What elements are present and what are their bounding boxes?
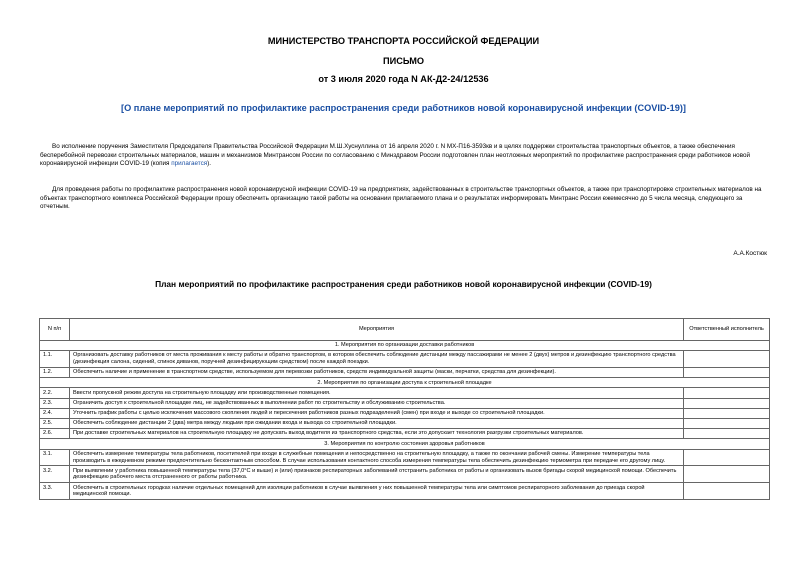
row-number: 3.2. [40, 466, 70, 483]
responsible-cell [684, 483, 770, 500]
section-heading: 2. Мероприятия по организации доступа к строительной площадке [40, 378, 770, 388]
responsible-cell [684, 368, 770, 378]
responsible-cell [684, 449, 770, 466]
activity-text: Ввести пропускной режим доступа на строительную площадку или производственные помещения. [70, 388, 684, 398]
table-section-row [40, 439, 770, 449]
row-number: 1.1. [40, 351, 70, 368]
document-type: ПИСЬМО [382, 56, 425, 66]
column-header-number: N п/п [40, 319, 70, 341]
signature: А.А.Костюк [733, 250, 767, 257]
responsible-cell [684, 408, 770, 418]
activity-text: Обеспечить измерение температуры тела работников, посетителей при входе в служебные помещения и непосредственно на строительную площадку, а также по окончании рабочей смены. Измерение температуры тела производить в ежедневном режиме предпочтительно бесконтактным способом. В случае использования контактного способа измерения температуры тела обеспечить дезинфекцию термометра при передаче его другому лицу. [70, 449, 684, 466]
responsible-cell [684, 429, 770, 439]
subject-open-bracket: [О [121, 103, 134, 113]
responsible-cell [684, 398, 770, 408]
column-header-activity: Мероприятия [70, 319, 684, 341]
section-heading: 1. Мероприятия по организации доставки работников [40, 341, 770, 351]
table-row [40, 351, 770, 368]
section-heading: 3. Мероприятия по контролю состояния здоровья работников [40, 439, 770, 449]
table-section-row [40, 341, 770, 351]
activity-text: Обеспечить наличие и применение в транспортном средстве, используемом для перевозки работников, средств индивидуальной защиты (маски, перчатки, средства для дезинфекции). [70, 368, 684, 378]
responsible-cell [684, 351, 770, 368]
table-row [40, 429, 770, 439]
row-number: 2.6. [40, 429, 70, 439]
column-header-responsible: Ответственный исполнитель [684, 319, 770, 341]
paragraph-1-text: Во исполнение поручения Заместителя Председателя Правительства Российской Федерации М.Ш.Хуснуллина от 16 апреля 2020 г. N МХ-П16-3593кв и в целях поддержки строительства транспортных объектов, а также обеспечения бесперебойной перевозки строительных материалов, машин и механизмов Минтрансом России по согласованию с Минздравом России подготовлен план неотложных мероприятий по профилактике распространения среди работников новой коронавирусной инфекции COVID-19 (копия [40, 143, 750, 168]
responsible-cell [684, 466, 770, 483]
ministry-title: МИНИСТЕРСТВО ТРАНСПОРТА РОССИЙСКОЙ ФЕДЕРАЦИИ [267, 36, 540, 46]
activity-text: Уточнить график работы с целью исключения массового скопления людей и пересечения работников разных подразделений (смен) при входе и выходе со строительной площадки. [70, 408, 684, 418]
responsible-cell [684, 419, 770, 429]
table-row [40, 398, 770, 408]
table-row [40, 483, 770, 500]
activity-text: При выявлении у работника повышенной температуры тела (37,0°С и выше) и (или) признаков респираторных заболеваний отстранить работника от работы и организовать вызов бригады скорой медицинской помощи. Обеспечить дезинфекцию рабочего места отстраненного от работы работника. [70, 466, 684, 483]
row-number: 2.4. [40, 408, 70, 418]
activity-text: Обеспечить соблюдение дистанции 2 (два) метра между людьми при ожидании входа и выхода со строительной площадки. [70, 419, 684, 429]
row-number: 2.5. [40, 419, 70, 429]
row-number: 1.2. [40, 368, 70, 378]
plan-table [39, 318, 770, 500]
table-row [40, 449, 770, 466]
activity-text: Организовать доставку работников от места проживания к месту работы и обратно транспортом, в котором обеспечить соблюдение дистанции между пассажирами не менее 2 (двух) метров и дезинфекцию транспортного средства (дезинфекция салона, сидений, спинок диванов, поручней дезинфицирующим средством) после каждой поездки. [70, 351, 684, 368]
table-row [40, 388, 770, 398]
activity-text: При доставке строительных материалов на строительную площадку не допускать выход водителя из транспортного средства, если это допускает технология разгрузки строительных материалов. [70, 429, 684, 439]
row-number: 3.1. [40, 449, 70, 466]
plan-title: План мероприятий по профилактике распространения среди работников новой коронавирусной инфекции (COVID-19) [155, 279, 652, 289]
table-row [40, 419, 770, 429]
body-paragraph-1 [40, 143, 772, 169]
table-row [40, 408, 770, 418]
table-row [40, 466, 770, 483]
document-date-number: от 3 июля 2020 года N АК-Д2-24/12536 [318, 74, 489, 84]
activity-text: Ограничить доступ к строительной площадке лиц, не задействованных в выполнении работ по строительству и обслуживанию строительства. [70, 398, 684, 408]
paragraph-1-end: ). [207, 160, 212, 168]
table-section-row [40, 378, 770, 388]
subject-link[interactable]: плане мероприятий по профилактике распространения среди работников новой коронавирусной инфекции (COVID-19) [133, 103, 683, 113]
table-header-row [40, 319, 770, 341]
body-paragraph-2: Для проведения работы по профилактике распространения новой коронавирусной инфекции COVID-19 на предприятиях, задействованных в строительстве транспортных объектов, а также при транспортировке строительных материалов на объектах транспортного комплекса Российской Федерации прошу обеспечить организацию такой работы на основании прилагаемого плана и о результатах информировать Минтранс России ежемесячно до 5 числа месяца, следующего за отчетным. [40, 186, 762, 211]
attachment-link[interactable]: прилагается [171, 160, 208, 168]
subject-close-bracket: ] [682, 103, 686, 113]
responsible-cell [684, 388, 770, 398]
row-number: 2.2. [40, 388, 70, 398]
document-subject [0, 103, 807, 113]
row-number: 2.3. [40, 398, 70, 408]
row-number: 3.3. [40, 483, 70, 500]
activity-text: Обеспечить в строительных городках наличие отдельных помещений для изоляции работников в случае выявления у них повышенной температуры тела или симптомов респираторного заболевания до приезда скорой медицинской помощи. [70, 483, 684, 500]
table-row [40, 368, 770, 378]
